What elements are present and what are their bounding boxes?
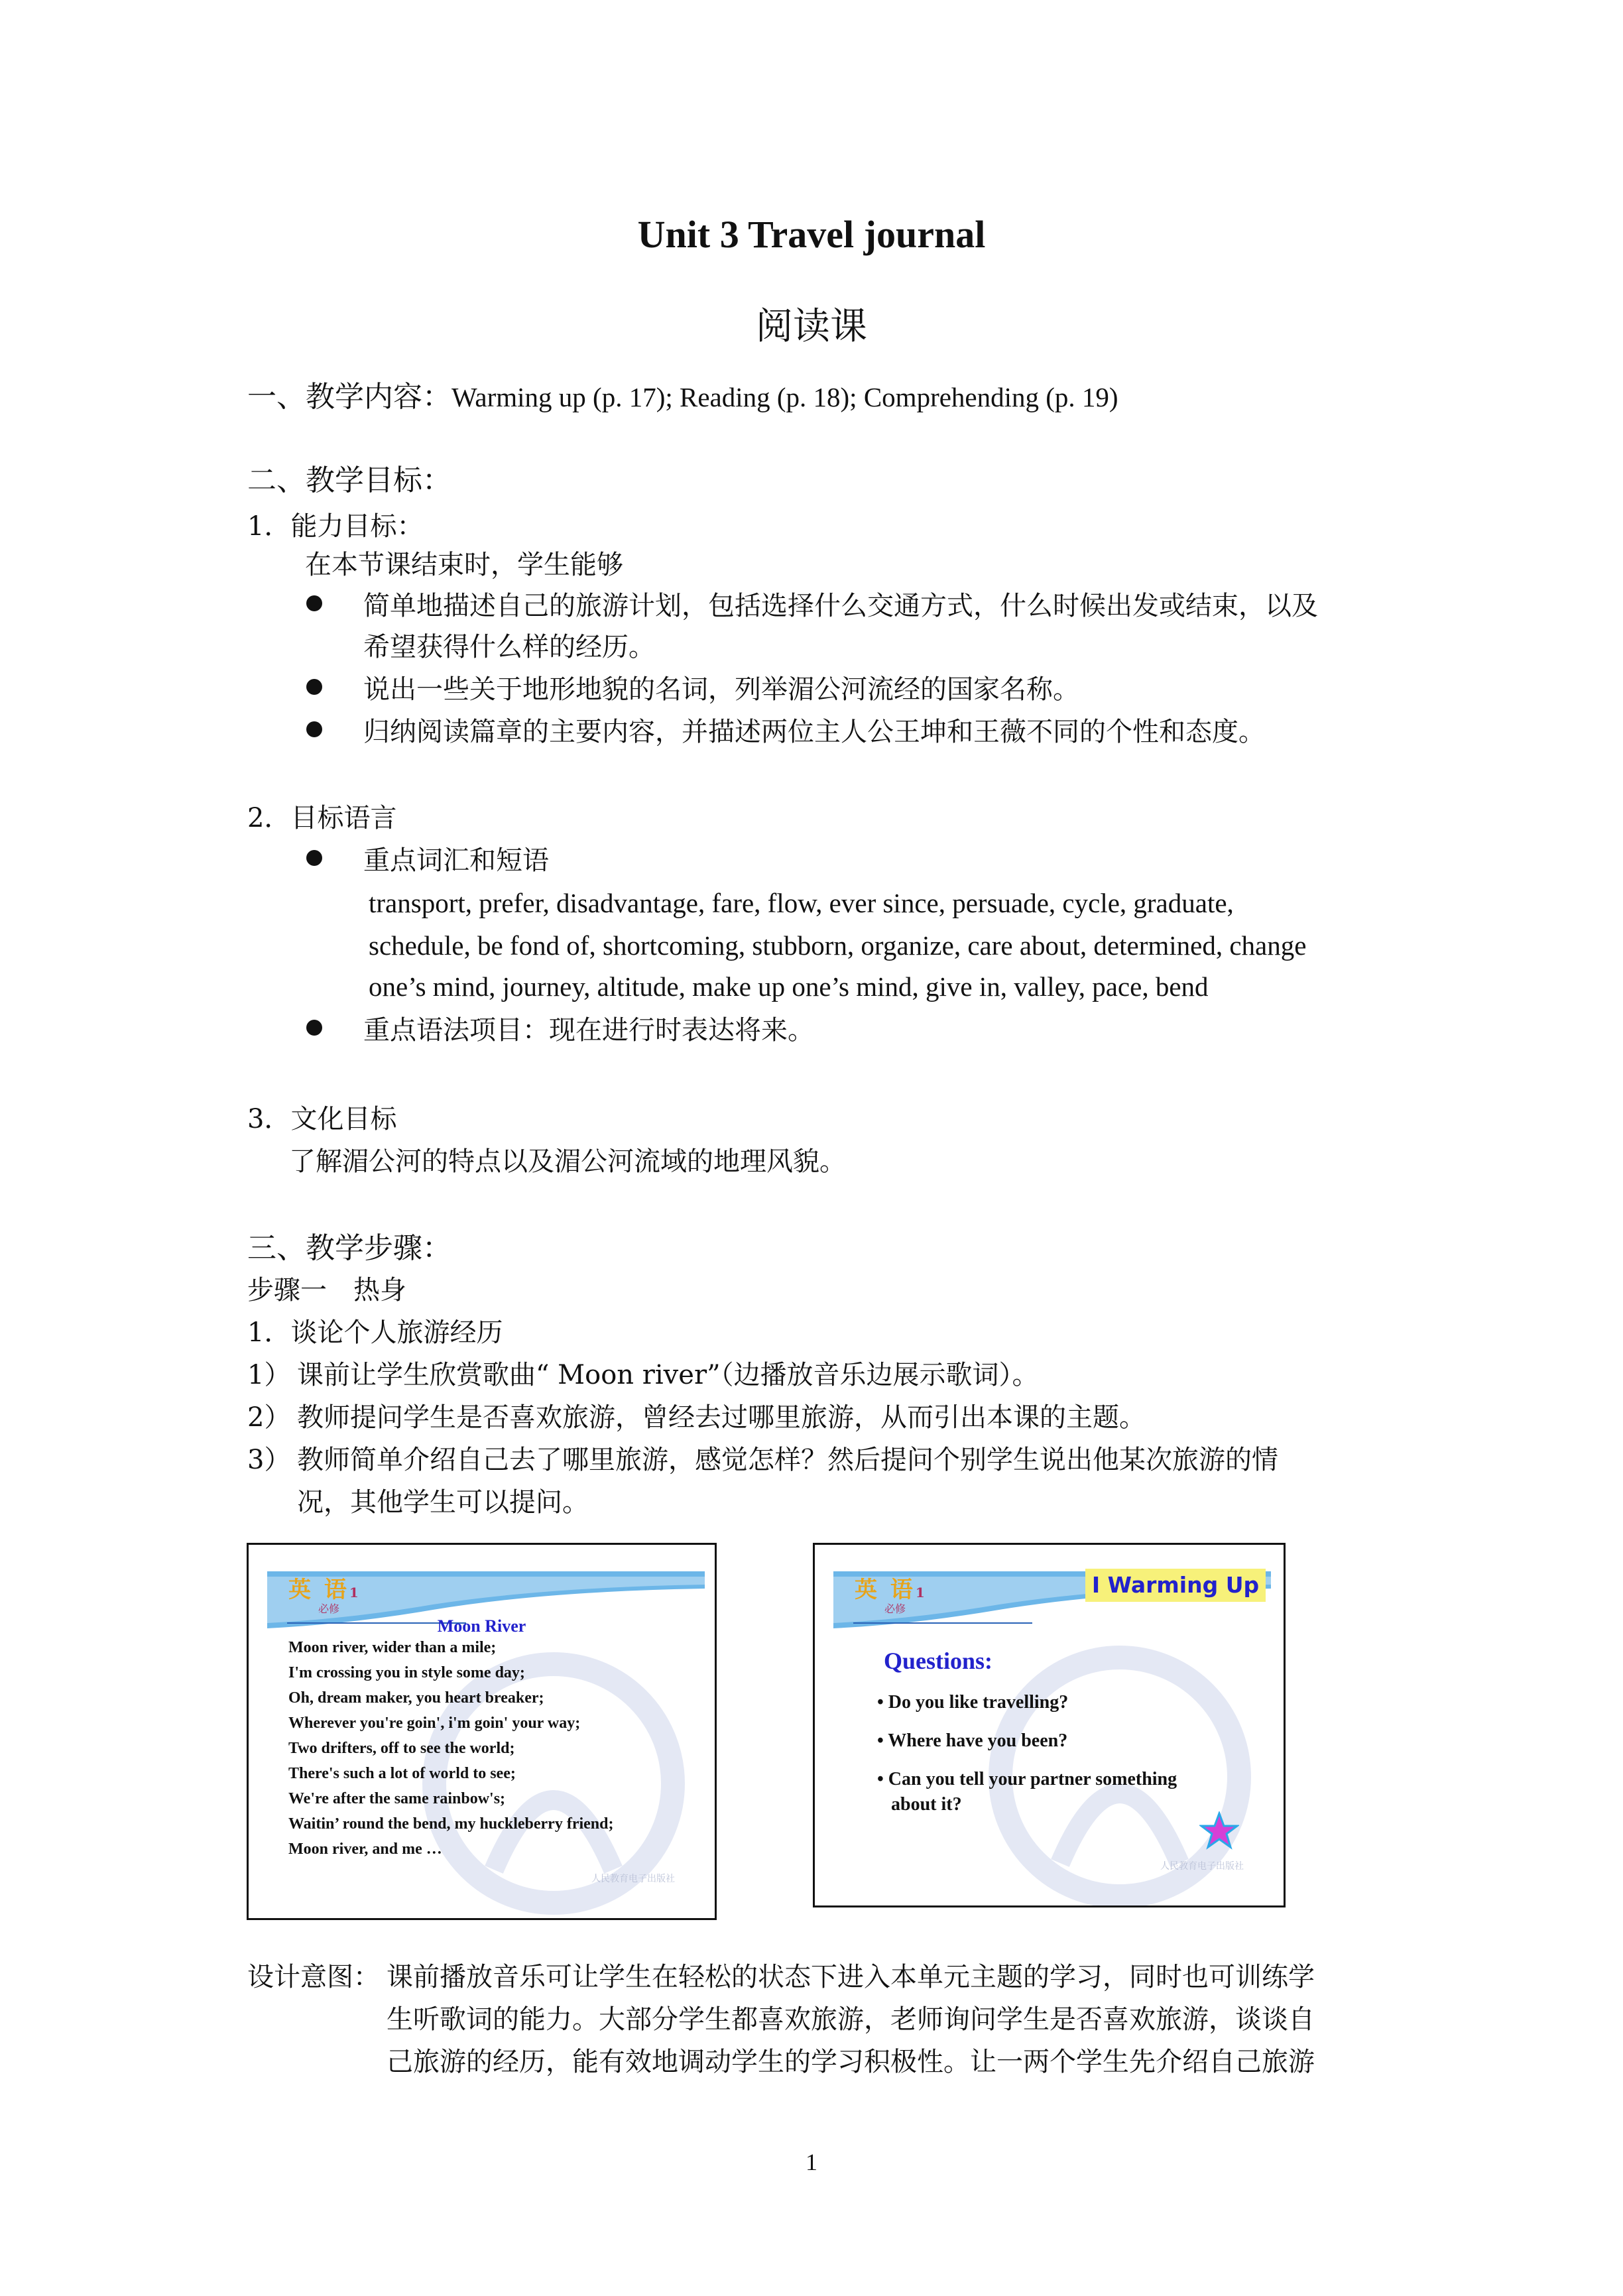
- bullet-icon: [306, 721, 322, 737]
- lyric-line: Wherever you're goin', i'm goin' your way;: [288, 1715, 581, 1732]
- lyric-line: Two drifters, off to see the world;: [288, 1740, 515, 1757]
- culture-heading: 3．文化目标: [247, 1104, 397, 1134]
- lyric-line: Moon river, and me …: [288, 1841, 442, 1858]
- step-num-2: 2）: [247, 1402, 291, 1433]
- ability-bullet-3: 归纳阅读篇章的主要内容，并描述两位主人公王坤和王薇不同的个性和态度。: [363, 717, 1265, 747]
- bullet-icon: [306, 1020, 322, 1036]
- slide-logo: 英 语1: [855, 1577, 928, 1603]
- step-num-3: 3）: [247, 1445, 291, 1475]
- page-title: Unit 3 Travel journal: [637, 213, 986, 256]
- song-title: Moon River: [437, 1616, 526, 1636]
- page-number: 1: [806, 2149, 817, 2175]
- ability-intro: 在本节课结束时，学生能够: [305, 550, 623, 580]
- vocab-line-3: one’s mind, journey, altitude, make up one’s mind, give in, valley, pace, bend: [369, 971, 1209, 1002]
- lyric-line: There's such a lot of world to see;: [288, 1765, 516, 1782]
- question-item: about it?: [877, 1794, 962, 1815]
- page-subtitle: 阅读课: [756, 305, 867, 348]
- question-item: • Where have you been?: [877, 1730, 1068, 1751]
- bullet-icon: [306, 679, 322, 695]
- section1-heading: [247, 373, 1118, 415]
- vocab-label: 重点词汇和短语: [363, 845, 549, 876]
- slide-logo: 英 语1: [288, 1577, 361, 1603]
- design-label: 设计意图：: [247, 1962, 380, 1992]
- lyric-line: Oh, dream maker, you heart breaker;: [288, 1689, 544, 1707]
- lyric-line: Waitin’ round the bend, my huckleberry friend;: [288, 1815, 614, 1833]
- bullet-icon: [306, 850, 322, 866]
- lyric-line: Moon river, wider than a mile;: [288, 1639, 497, 1656]
- slide-logo-sub: 必修: [884, 1602, 906, 1615]
- vocab-line-2: schedule, be fond of, shortcoming, stubborn, organize, care about, determined, change: [369, 930, 1307, 961]
- section1-content: Warming up (p. 17); Reading (p. 18); Comprehending (p. 19): [451, 382, 1118, 412]
- warming-up-badge: I Warming Up: [1085, 1569, 1266, 1602]
- section1-label: 一、教学内容：: [247, 380, 451, 414]
- step-num-1: 1）: [247, 1360, 291, 1390]
- design-line-3: 己旅游的经历，能有效地调动学生的学习积极性。让一两个学生先介绍自己旅游: [387, 2047, 1315, 2077]
- bullet-icon: [306, 595, 322, 611]
- step1-item1: 1．谈论个人旅游经历: [247, 1317, 503, 1348]
- ability-bullet-2: 说出一些关于地形地貌的名词，列举湄公河流经的国家名称。: [363, 674, 1079, 705]
- section2-label: 二、教学目标：: [247, 463, 451, 497]
- ability-bullet-1-line1: 简单地描述自己的旅游计划，包括选择什么交通方式，什么时候出发或结束，以及: [363, 591, 1318, 621]
- ability-heading: 1．能力目标：: [247, 511, 424, 542]
- star-icon: [1199, 1811, 1239, 1851]
- lyric-line: I'm crossing you in style some day;: [288, 1664, 525, 1681]
- language-heading: 2．目标语言: [247, 803, 397, 833]
- step-text-2: 教师提问学生是否喜欢旅游，曾经去过哪里旅游，从而引出本课的主题。: [297, 1402, 1146, 1433]
- step-text-3-line2: 况，其他学生可以提问。: [297, 1487, 589, 1518]
- slide-watermark: 人民教育电子出版社: [1160, 1861, 1244, 1872]
- slide-watermark: 人民教育电子出版社: [591, 1874, 675, 1884]
- design-line-1: 课前播放音乐可让学生在轻松的状态下进入本单元主题的学习，同时也可训练学: [387, 1962, 1315, 1992]
- section3-label: 三、教学步骤：: [247, 1231, 451, 1265]
- question-item: • Do you like travelling?: [877, 1692, 1069, 1713]
- culture-content: 了解湄公河的特点以及湄公河流域的地理风貌。: [289, 1146, 846, 1177]
- questions-title: Questions:: [884, 1648, 993, 1674]
- grammar-point: 重点语法项目：现在进行时表达将来。: [363, 1015, 814, 1046]
- step-text-1: 课前让学生欣赏歌曲“ Moon river”（边播放音乐边展示歌词）。: [297, 1360, 1039, 1390]
- slide-logo-sub: 必修: [318, 1602, 340, 1615]
- vocab-line-1: transport, prefer, disadvantage, fare, flow, ever since, persuade, cycle, graduate,: [369, 888, 1234, 918]
- step-text-3-line1: 教师简单介绍自己去了哪里旅游，感觉怎样？然后提问个别学生说出他某次旅游的情: [297, 1445, 1278, 1475]
- design-line-2: 生听歌词的能力。大部分学生都喜欢旅游，老师询问学生是否喜欢旅游，谈谈自: [387, 2004, 1315, 2035]
- question-item: • Can you tell your partner something: [877, 1769, 1177, 1789]
- lyric-line: We're after the same rainbow's;: [288, 1790, 506, 1807]
- step1-heading: 步骤一 热身: [247, 1275, 406, 1305]
- slide-moon-river: [247, 1543, 717, 1920]
- slide-warming-up: [813, 1543, 1286, 1907]
- ability-bullet-1-line2: 希望获得什么样的经历。: [363, 632, 655, 662]
